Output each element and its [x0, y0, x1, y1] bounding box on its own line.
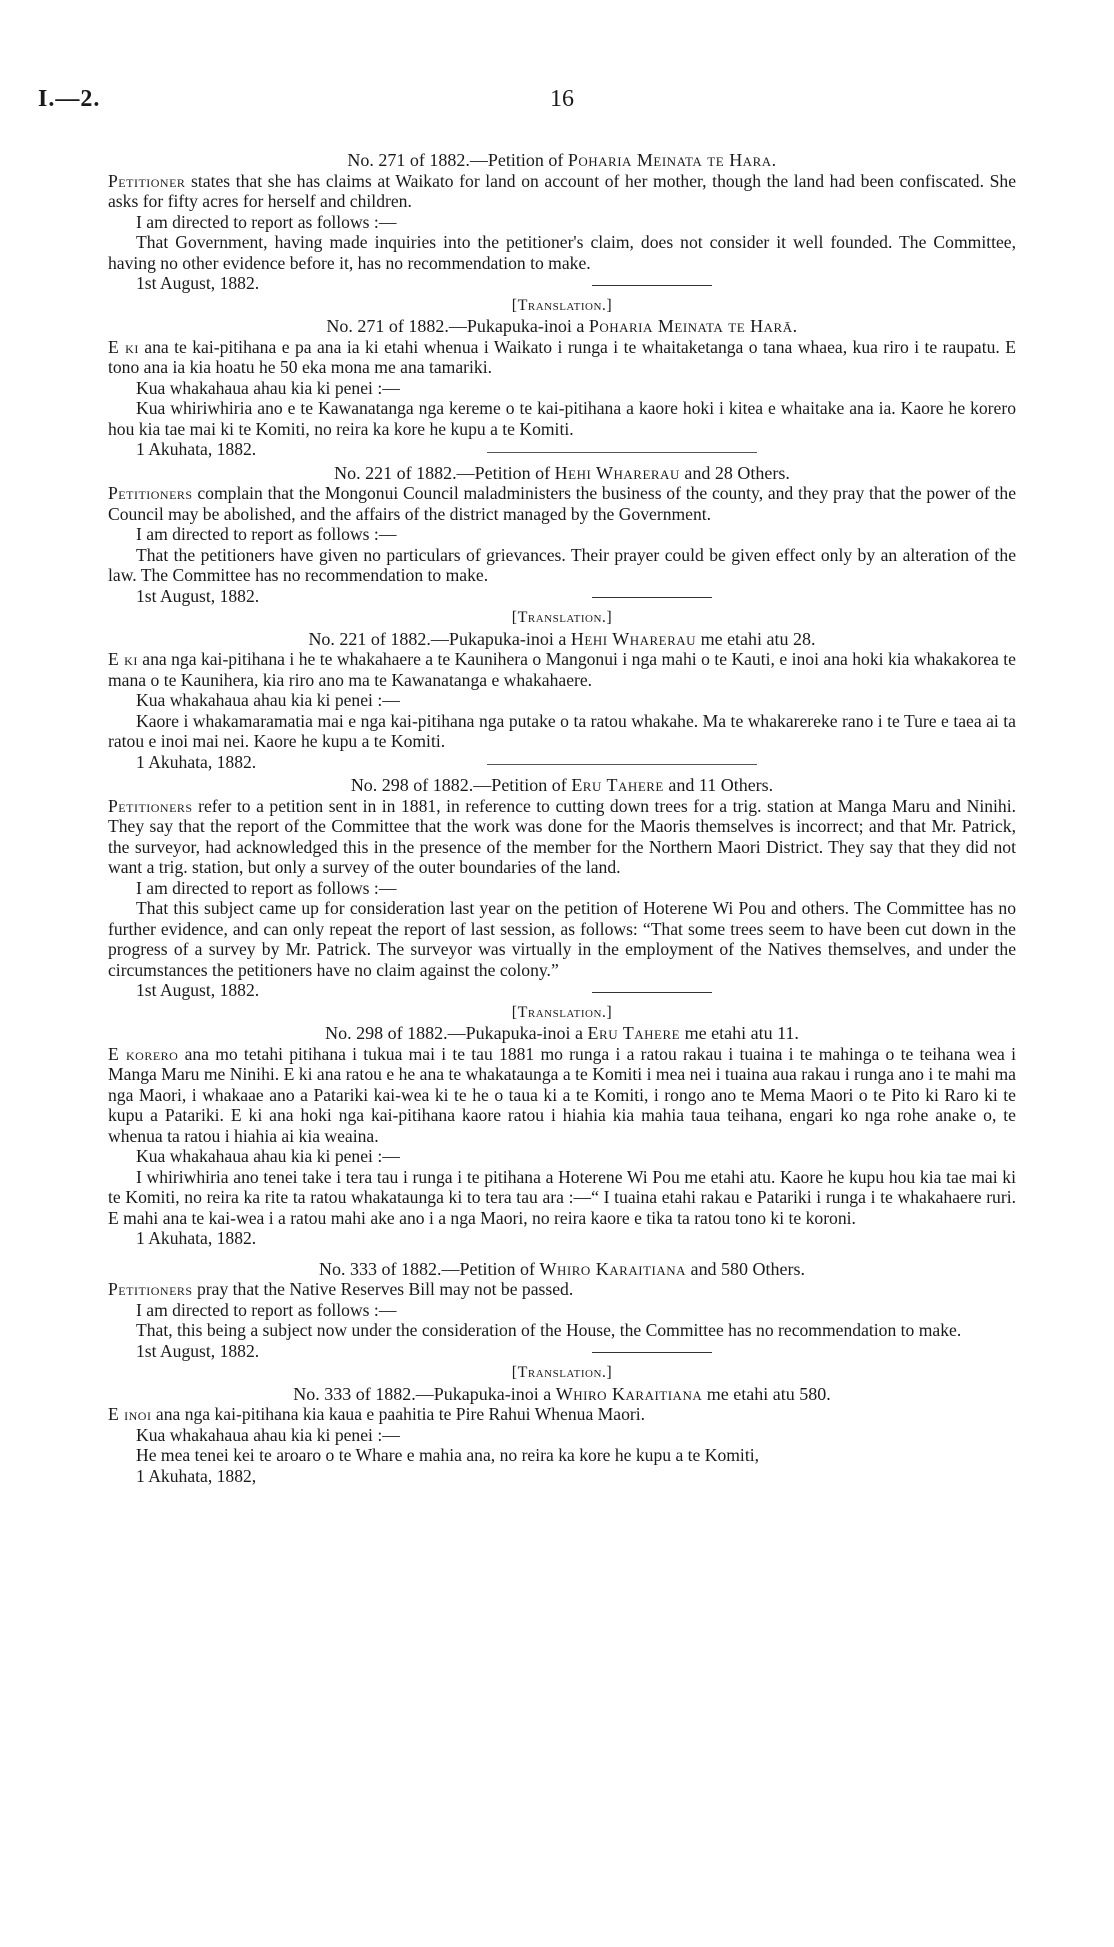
petition-221-english — [108, 462, 1016, 606]
committee-report: That Government, having made inquiries into the petitioner's claim, does not consider it well founded. The Committee, having no other evidence before it, has no recommendation to make. — [108, 232, 1016, 273]
petition-title: No. 221 of 1882.—Petition of Hehi Wharerau and 28 Others. — [334, 462, 790, 483]
petition-summary: E korero ana mo tetahi pitihana i tukua mai i te tau 1881 mo runga i a ratou rakau i tuaina i te mahinga o te teihana wea i Manga Maru me Ninihi. E ki ana ratou e he ana te whakataunga a te Komiti i mea nei i tuaina aua rakau i runga ano i te mahi ma nga Maori, i whakaae ano a Patariki kai-wea ki te he o taua ki a te Komiti, i rongo ano te Mema Maori o te Pito ki Raro ki te kupu a Patariki. E ki ana hoki nga kai-pitihana kaore ratou i hiahia kia mahia taua teihana, engari ko nga rohe anake o, te whenua ta ratou i hiahia ai kia weaina. — [108, 1043, 1016, 1146]
document-body — [108, 150, 1016, 1486]
petition-title: No. 333 of 1882.—Petition of Whiro Karaitiana and 580 Others. — [319, 1258, 805, 1279]
petition-summary: Petitioner states that she has claims at Waikato for land on account of her mother, though the land had been confiscated. She asks for fifty acres for herself and children. — [108, 170, 1016, 211]
directed-line: I am directed to report as follows :— — [136, 211, 397, 232]
page-identifier: I.—2. — [38, 86, 101, 112]
committee-report: That the petitioners have given no particulars of grievances. Their prayer could be given effect only by an alteration of the law. The Committee has no recommendation to make. — [108, 544, 1016, 585]
directed-line: Kua whakahaua ahau kia ki penei :— — [136, 1146, 400, 1166]
directed-line: Kua whakahaua ahau kia ki penei :— — [136, 1424, 400, 1445]
report-date: 1 Akuhata, 1882. — [136, 751, 257, 772]
report-date: 1st August, 1882. — [136, 980, 260, 1000]
translation-label: [Translation.] — [511, 1003, 613, 1021]
report-date: 1 Akuhata, 1882. — [136, 1228, 257, 1248]
petition-271-maori — [108, 296, 1016, 459]
directed-line: I am directed to report as follows :— — [136, 524, 397, 544]
committee-report: That this subject came up for consideration last year on the petition of Hoterene Wi Pou and others. The Committee has no further evidence, and can only repeat the report of last session, as follows: “That some trees seem to have been cut down in the progress of a survey by Mr. Patrick. The surveyor was virtually in the employment of the Natives themselves, and under the circumstances the petitioners have no claim against the colony.” — [108, 898, 1016, 980]
report-date: 1 Akuhata, 1882, — [136, 1465, 257, 1486]
report-date: 1st August, 1882. — [136, 585, 260, 606]
committee-report: He mea tenei kei te aroaro o te Whare e mahia ana, no reira ka kore he kupu a te Komiti, — [136, 1445, 759, 1465]
divider — [487, 764, 757, 765]
divider — [592, 992, 712, 993]
translation-label: [Translation.] — [511, 296, 613, 314]
running-head — [38, 70, 1016, 112]
divider — [592, 1352, 712, 1353]
petition-summary: Petitioners pray that the Native Reserves Bill may not be passed. — [108, 1279, 574, 1299]
directed-line: I am directed to report as follows :— — [136, 877, 397, 898]
committee-report: I whiriwhiria ano tenei take i tera tau i runga i te pitihana a Hoterene Wi Pou me etahi atu. Kaore he kupu hou kia tae mai ki te Komiti, no reira ka rite ta ratou whakataunga ki to tera tau ara :—“ I tuaina etahi rakau e Patariki i runga i te whakahaere ruri. E mahi ana te kai-wea i a ratou mahi ake ano i a nga Maori, no reira kaore e tika ta ratou tono ki te koroni. — [108, 1166, 1016, 1228]
petition-298-maori — [108, 1003, 1016, 1249]
committee-report: Kua whiriwhiria ano e te Kawanatanga nga kereme o te kai-pitihana a kaore hoki i kitea e whaitake ana ia. Kaore he korero hou kia tae mai ki te Komiti, no reira ka kore he kupu a te Komiti. — [108, 398, 1016, 439]
translation-label: [Translation.] — [511, 1364, 613, 1381]
page-number: 16 — [550, 86, 574, 112]
committee-report: Kaore i whakamaramatia mai e nga kai-pitihana nga putake o ta ratou whakahe. Ma te whakarereke rano i te Ture e taea ai ta ratou e inoi mai nei. Kaore he kupu a te Komiti. — [108, 710, 1016, 751]
petition-summary: Petitioners refer to a petition sent in in 1881, in reference to cutting down trees for a trig. station at Manga Maru and Ninihi. They say that the report of the Committee that the work was done for the Maoris themselves is incorrect; and that Mr. Patrick, the surveyor, had acknowledged this in the presence of the member for the Northern Maori District. They say that they did not want a trig. station, but only a survey of the outer boundaries of the land. — [108, 795, 1016, 877]
report-date: 1st August, 1882. — [136, 273, 260, 293]
directed-line: Kua whakahaua ahau kia ki penei :— — [136, 690, 400, 710]
petition-271-english — [108, 150, 1016, 293]
petition-title: No. 271 of 1882.—Petition of Poharia Meinata te Hara. — [347, 150, 777, 170]
petition-298-english — [108, 775, 1016, 1000]
petition-title: No. 333 of 1882.—Pukapuka-inoi a Whiro Karaitiana me etahi atu 580. — [293, 1383, 831, 1404]
petition-summary: E inoi ana nga kai-pitihana kia kaua e paahitia te Pire Rahui Whenua Maori. — [108, 1404, 646, 1424]
report-date: 1st August, 1882. — [136, 1340, 260, 1361]
committee-report: That, this being a subject now under the consideration of the House, the Committee has no recommendation to make. — [136, 1320, 962, 1340]
petition-title: No. 298 of 1882.—Pukapuka-inoi a Eru Tahere me etahi atu 11. — [325, 1023, 799, 1043]
directed-line: Kua whakahaua ahau kia ki penei :— — [136, 377, 400, 398]
translation-label: [Translation.] — [511, 609, 613, 626]
report-date: 1 Akuhata, 1882. — [136, 439, 257, 459]
petition-title: No. 221 of 1882.—Pukapuka-inoi a Hehi Wharerau me etahi atu 28. — [308, 628, 816, 649]
petition-summary: E ki ana te kai-pitihana e pa ana ia ki etahi whenua i Waikato i runga i te whaitaketanga o tana whaea, kua riro i te raupatu. E tono ana ia kia hoatu he 50 eka mona me ana tamariki. — [108, 336, 1016, 377]
petition-summary: Petitioners complain that the Mongonui Council maladministers the business of the county, and they pray that the power of the Council may be abolished, and the affairs of the district managed by the Government. — [108, 483, 1016, 524]
petition-summary: E ki ana nga kai-pitihana i he te whakahaere a te Kaunihera o Mangonui i nga mahi o te Kauti, e inoi ana hoki kia whakakorea te mana o te Kaunihera, kia riro ano ma te Kawanatanga e whakahaere. — [108, 649, 1016, 690]
petition-221-maori — [108, 608, 1016, 772]
divider — [592, 597, 712, 598]
petition-title: No. 298 of 1882.—Petition of Eru Tahere and 11 Others. — [350, 775, 774, 795]
petition-333-maori — [108, 1363, 1016, 1486]
divider — [487, 452, 757, 453]
divider — [592, 285, 712, 286]
directed-line: I am directed to report as follows :— — [136, 1299, 397, 1320]
petition-333-english — [108, 1258, 1016, 1361]
petition-title: No. 271 of 1882.—Pukapuka-inoi a Poharia Meinata te Harā. — [326, 316, 798, 336]
